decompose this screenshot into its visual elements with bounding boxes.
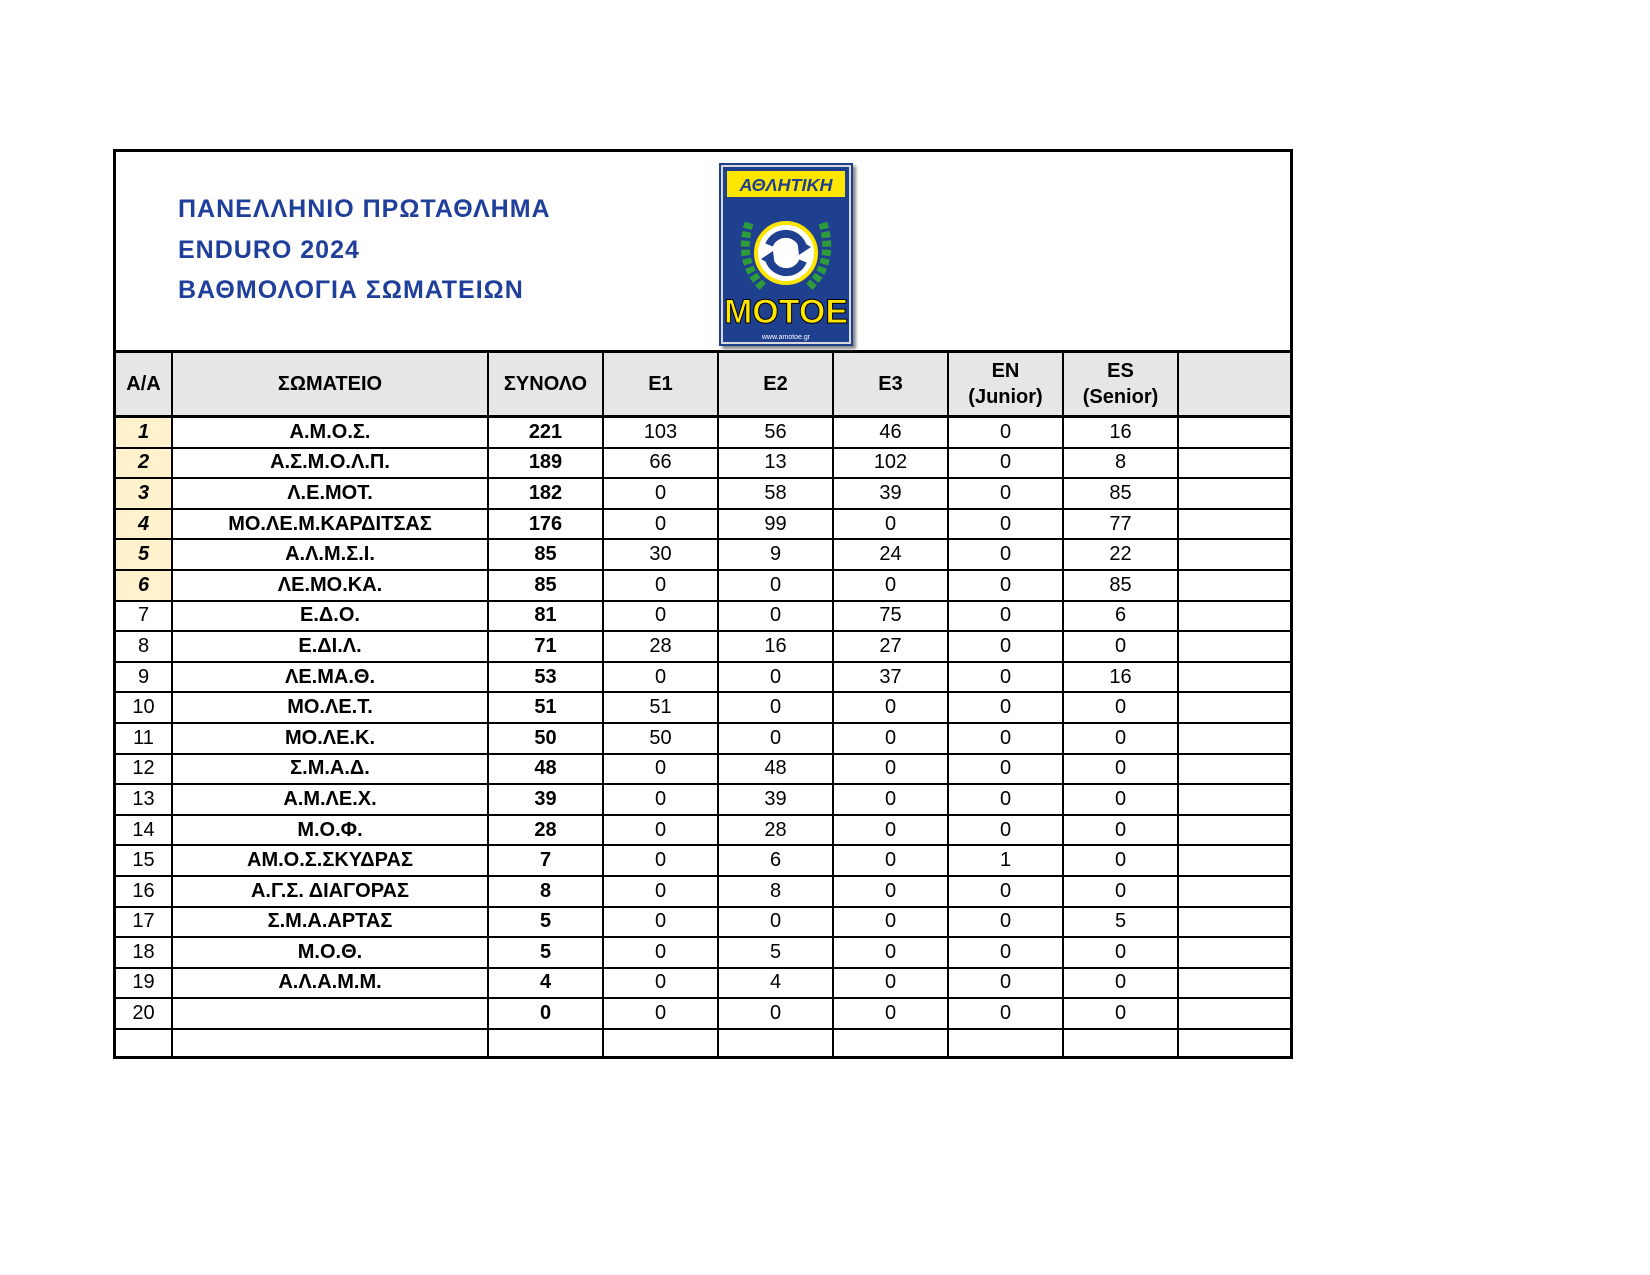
table-row <box>116 876 1290 907</box>
cell-rank: 12 <box>116 754 172 785</box>
cell-e1: 0 <box>603 784 718 815</box>
cell-e3: 0 <box>833 692 948 723</box>
cell-en: 0 <box>948 417 1063 448</box>
cell-rank: 5 <box>116 539 172 570</box>
cell-extra <box>1178 723 1290 754</box>
cell-extra <box>1178 631 1290 662</box>
cell-e2: 0 <box>718 692 833 723</box>
cell-es <box>1063 1029 1178 1059</box>
cell-club: Σ.Μ.Α.ΑΡΤΑΣ <box>172 907 488 938</box>
cell-en: 0 <box>948 876 1063 907</box>
standings-table <box>116 353 1290 1058</box>
cell-en: 0 <box>948 601 1063 632</box>
cell-e1: 0 <box>603 845 718 876</box>
cell-e2: 4 <box>718 968 833 999</box>
cell-rank <box>116 1029 172 1059</box>
cell-en: 0 <box>948 998 1063 1029</box>
table-row <box>116 907 1290 938</box>
cell-extra <box>1178 968 1290 999</box>
cell-e3: 102 <box>833 448 948 479</box>
cell-e1: 0 <box>603 907 718 938</box>
col-e2: Ε2 <box>718 353 833 417</box>
cell-e1 <box>603 1029 718 1059</box>
cell-rank: 15 <box>116 845 172 876</box>
cell-en: 0 <box>948 570 1063 601</box>
table-row <box>116 692 1290 723</box>
cell-extra <box>1178 845 1290 876</box>
cell-es: 8 <box>1063 448 1178 479</box>
table-row <box>116 417 1290 448</box>
cell-en: 0 <box>948 662 1063 693</box>
cell-extra <box>1178 478 1290 509</box>
cell-es: 85 <box>1063 570 1178 601</box>
logo-url-text: www.amotoe.gr <box>761 334 811 341</box>
cell-en: 0 <box>948 754 1063 785</box>
cell-extra <box>1178 784 1290 815</box>
cell-extra <box>1178 876 1290 907</box>
cell-rank: 19 <box>116 968 172 999</box>
cell-en: 0 <box>948 692 1063 723</box>
cell-e1: 66 <box>603 448 718 479</box>
cell-club: Σ.Μ.Α.Δ. <box>172 754 488 785</box>
cell-club: Α.Λ.Α.Μ.Μ. <box>172 968 488 999</box>
cell-extra <box>1178 937 1290 968</box>
cell-club: ΜΟ.ΛΕ.Μ.ΚΑΡΔΙΤΣΑΣ <box>172 509 488 540</box>
cell-club: Α.Σ.Μ.Ο.Λ.Π. <box>172 448 488 479</box>
cell-club: ΜΟ.ΛΕ.Κ. <box>172 723 488 754</box>
cell-extra <box>1178 754 1290 785</box>
cell-e1: 0 <box>603 478 718 509</box>
cell-en: 0 <box>948 448 1063 479</box>
cell-total: 53 <box>488 662 603 693</box>
title-standings: ΒΑΘΜΟΛΟΓΙΑ ΣΩΜΑΤΕΙΩΝ <box>178 276 524 304</box>
cell-e2: 0 <box>718 570 833 601</box>
cell-e2: 56 <box>718 417 833 448</box>
cell-total: 85 <box>488 539 603 570</box>
cell-e1: 51 <box>603 692 718 723</box>
cell-e3: 46 <box>833 417 948 448</box>
table-row <box>116 754 1290 785</box>
cell-e1: 0 <box>603 570 718 601</box>
cell-es: 16 <box>1063 417 1178 448</box>
col-total: ΣΥΝΟΛΟ <box>488 353 603 417</box>
table-header-row <box>116 353 1290 417</box>
cell-en: 0 <box>948 723 1063 754</box>
cell-e2: 16 <box>718 631 833 662</box>
cell-es: 0 <box>1063 723 1178 754</box>
cell-es: 0 <box>1063 968 1178 999</box>
cell-e2: 0 <box>718 601 833 632</box>
cell-e2 <box>718 1029 833 1059</box>
cell-e3: 0 <box>833 723 948 754</box>
cell-es: 77 <box>1063 509 1178 540</box>
cell-e2: 6 <box>718 845 833 876</box>
cell-extra <box>1178 907 1290 938</box>
cell-es: 6 <box>1063 601 1178 632</box>
cell-e1: 30 <box>603 539 718 570</box>
cell-e2: 48 <box>718 754 833 785</box>
col-extra <box>1178 353 1290 417</box>
cell-total: 85 <box>488 570 603 601</box>
cell-e2: 58 <box>718 478 833 509</box>
cell-en <box>948 1029 1063 1059</box>
col-en: EN (Junior) <box>948 353 1063 417</box>
cell-e3: 0 <box>833 815 948 846</box>
cell-extra <box>1178 417 1290 448</box>
cell-total: 0 <box>488 998 603 1029</box>
cell-extra <box>1178 448 1290 479</box>
cell-en: 0 <box>948 539 1063 570</box>
table-row <box>116 723 1290 754</box>
cell-total: 39 <box>488 784 603 815</box>
cell-e3: 0 <box>833 876 948 907</box>
cell-e1: 0 <box>603 968 718 999</box>
cell-e2: 28 <box>718 815 833 846</box>
table-row <box>116 845 1290 876</box>
cell-total: 5 <box>488 937 603 968</box>
cell-e3: 0 <box>833 998 948 1029</box>
cell-total: 81 <box>488 601 603 632</box>
cell-club: Ε.ΔΙ.Λ. <box>172 631 488 662</box>
cell-club: Μ.Ο.Φ. <box>172 815 488 846</box>
cell-es: 0 <box>1063 784 1178 815</box>
cell-club <box>172 1029 488 1059</box>
cell-extra <box>1178 815 1290 846</box>
cell-en: 0 <box>948 907 1063 938</box>
cell-rank: 7 <box>116 601 172 632</box>
cell-rank: 20 <box>116 998 172 1029</box>
cell-extra <box>1178 662 1290 693</box>
table-body <box>116 417 1290 1059</box>
table-row <box>116 784 1290 815</box>
cell-extra <box>1178 1029 1290 1059</box>
table-row <box>116 631 1290 662</box>
logo-top-text: ΑΘΛΗΤΙΚΗ <box>739 175 833 195</box>
cell-e3: 0 <box>833 784 948 815</box>
cell-club <box>172 998 488 1029</box>
cell-rank: 9 <box>116 662 172 693</box>
cell-e3: 75 <box>833 601 948 632</box>
cell-total: 176 <box>488 509 603 540</box>
cell-club: Α.Γ.Σ. ΔΙΑΓΟΡΑΣ <box>172 876 488 907</box>
motoe-logo <box>719 163 853 346</box>
cell-e3: 24 <box>833 539 948 570</box>
cell-e2: 0 <box>718 998 833 1029</box>
cell-es: 0 <box>1063 631 1178 662</box>
cell-es: 22 <box>1063 539 1178 570</box>
col-rank: Α/Α <box>116 353 172 417</box>
col-e1: Ε1 <box>603 353 718 417</box>
cell-es: 0 <box>1063 876 1178 907</box>
cell-club: Μ.Ο.Θ. <box>172 937 488 968</box>
title-event: ENDURO 2024 <box>178 236 360 264</box>
table-row <box>116 448 1290 479</box>
cell-en: 0 <box>948 968 1063 999</box>
cell-en: 0 <box>948 509 1063 540</box>
cell-rank: 11 <box>116 723 172 754</box>
cell-total: 51 <box>488 692 603 723</box>
cell-e1: 28 <box>603 631 718 662</box>
table-row <box>116 815 1290 846</box>
cell-es: 85 <box>1063 478 1178 509</box>
cell-club: Α.Μ.Ο.Σ. <box>172 417 488 448</box>
cell-total: 50 <box>488 723 603 754</box>
cell-rank: 3 <box>116 478 172 509</box>
cell-e3: 0 <box>833 509 948 540</box>
cell-e2: 5 <box>718 937 833 968</box>
cell-rank: 4 <box>116 509 172 540</box>
cell-es: 16 <box>1063 662 1178 693</box>
cell-e3: 0 <box>833 754 948 785</box>
cell-rank: 13 <box>116 784 172 815</box>
cell-total <box>488 1029 603 1059</box>
cell-e1: 0 <box>603 509 718 540</box>
cell-e2: 0 <box>718 723 833 754</box>
cell-e2: 9 <box>718 539 833 570</box>
logo-bottom-text: ΜΟΤΟΕ <box>723 293 849 331</box>
cell-e3: 0 <box>833 570 948 601</box>
col-club: ΣΩΜΑΤΕΙΟ <box>172 353 488 417</box>
cell-e3: 27 <box>833 631 948 662</box>
cell-e1: 50 <box>603 723 718 754</box>
table-row <box>116 539 1290 570</box>
cell-e3: 37 <box>833 662 948 693</box>
cell-e1: 0 <box>603 601 718 632</box>
cell-es: 0 <box>1063 937 1178 968</box>
cell-e1: 0 <box>603 815 718 846</box>
cell-es: 5 <box>1063 907 1178 938</box>
cell-club: Α.Λ.Μ.Σ.Ι. <box>172 539 488 570</box>
cell-e2: 39 <box>718 784 833 815</box>
cell-rank: 10 <box>116 692 172 723</box>
sheet-header <box>116 152 1290 353</box>
table-row <box>116 601 1290 632</box>
cell-e2: 0 <box>718 907 833 938</box>
table-row <box>116 570 1290 601</box>
cell-club: Α.Μ.ΛΕ.Χ. <box>172 784 488 815</box>
cell-en: 0 <box>948 478 1063 509</box>
table-row <box>116 1029 1290 1059</box>
cell-total: 8 <box>488 876 603 907</box>
cell-extra <box>1178 601 1290 632</box>
cell-e1: 0 <box>603 662 718 693</box>
standings-sheet <box>113 149 1293 1059</box>
cell-en: 1 <box>948 845 1063 876</box>
table-row <box>116 662 1290 693</box>
cell-es: 0 <box>1063 754 1178 785</box>
cell-rank: 16 <box>116 876 172 907</box>
cell-e1: 0 <box>603 998 718 1029</box>
cell-rank: 6 <box>116 570 172 601</box>
cell-e2: 0 <box>718 662 833 693</box>
cell-rank: 8 <box>116 631 172 662</box>
cell-en: 0 <box>948 631 1063 662</box>
cell-club: ΑΜ.Ο.Σ.ΣΚΥΔΡΑΣ <box>172 845 488 876</box>
cell-e2: 99 <box>718 509 833 540</box>
table-row <box>116 509 1290 540</box>
cell-e2: 13 <box>718 448 833 479</box>
cell-total: 7 <box>488 845 603 876</box>
cell-total: 4 <box>488 968 603 999</box>
cell-rank: 2 <box>116 448 172 479</box>
cell-extra <box>1178 539 1290 570</box>
table-row <box>116 478 1290 509</box>
cell-total: 221 <box>488 417 603 448</box>
cell-e1: 103 <box>603 417 718 448</box>
cell-club: ΛΕ.ΜΑ.Θ. <box>172 662 488 693</box>
cell-total: 189 <box>488 448 603 479</box>
cell-e1: 0 <box>603 754 718 785</box>
cell-total: 28 <box>488 815 603 846</box>
cell-extra <box>1178 692 1290 723</box>
cell-e1: 0 <box>603 876 718 907</box>
table-row <box>116 998 1290 1029</box>
cell-es: 0 <box>1063 998 1178 1029</box>
cell-e3: 0 <box>833 845 948 876</box>
cell-en: 0 <box>948 784 1063 815</box>
cell-e3: 39 <box>833 478 948 509</box>
cell-es: 0 <box>1063 692 1178 723</box>
cell-e2: 8 <box>718 876 833 907</box>
cell-es: 0 <box>1063 815 1178 846</box>
table-row <box>116 968 1290 999</box>
cell-rank: 18 <box>116 937 172 968</box>
cell-e3 <box>833 1029 948 1059</box>
cell-en: 0 <box>948 937 1063 968</box>
cell-extra <box>1178 570 1290 601</box>
cell-e3: 0 <box>833 937 948 968</box>
cell-extra <box>1178 509 1290 540</box>
cell-es: 0 <box>1063 845 1178 876</box>
cell-rank: 17 <box>116 907 172 938</box>
cell-e1: 0 <box>603 937 718 968</box>
col-es: ES (Senior) <box>1063 353 1178 417</box>
cell-e3: 0 <box>833 968 948 999</box>
col-e3: Ε3 <box>833 353 948 417</box>
cell-club: ΜΟ.ΛΕ.Τ. <box>172 692 488 723</box>
cell-en: 0 <box>948 815 1063 846</box>
title-championship: ΠΑΝΕΛΛΗΝΙΟ ΠΡΩΤΑΘΛΗΜΑ <box>178 195 551 223</box>
table-row <box>116 937 1290 968</box>
cell-club: Λ.Ε.ΜΟΤ. <box>172 478 488 509</box>
cell-rank: 1 <box>116 417 172 448</box>
cell-total: 182 <box>488 478 603 509</box>
cell-extra <box>1178 998 1290 1029</box>
cell-total: 5 <box>488 907 603 938</box>
cell-club: Ε.Δ.Ο. <box>172 601 488 632</box>
cell-total: 48 <box>488 754 603 785</box>
cell-total: 71 <box>488 631 603 662</box>
cell-rank: 14 <box>116 815 172 846</box>
cell-e3: 0 <box>833 907 948 938</box>
cell-club: ΛΕ.ΜΟ.ΚΑ. <box>172 570 488 601</box>
